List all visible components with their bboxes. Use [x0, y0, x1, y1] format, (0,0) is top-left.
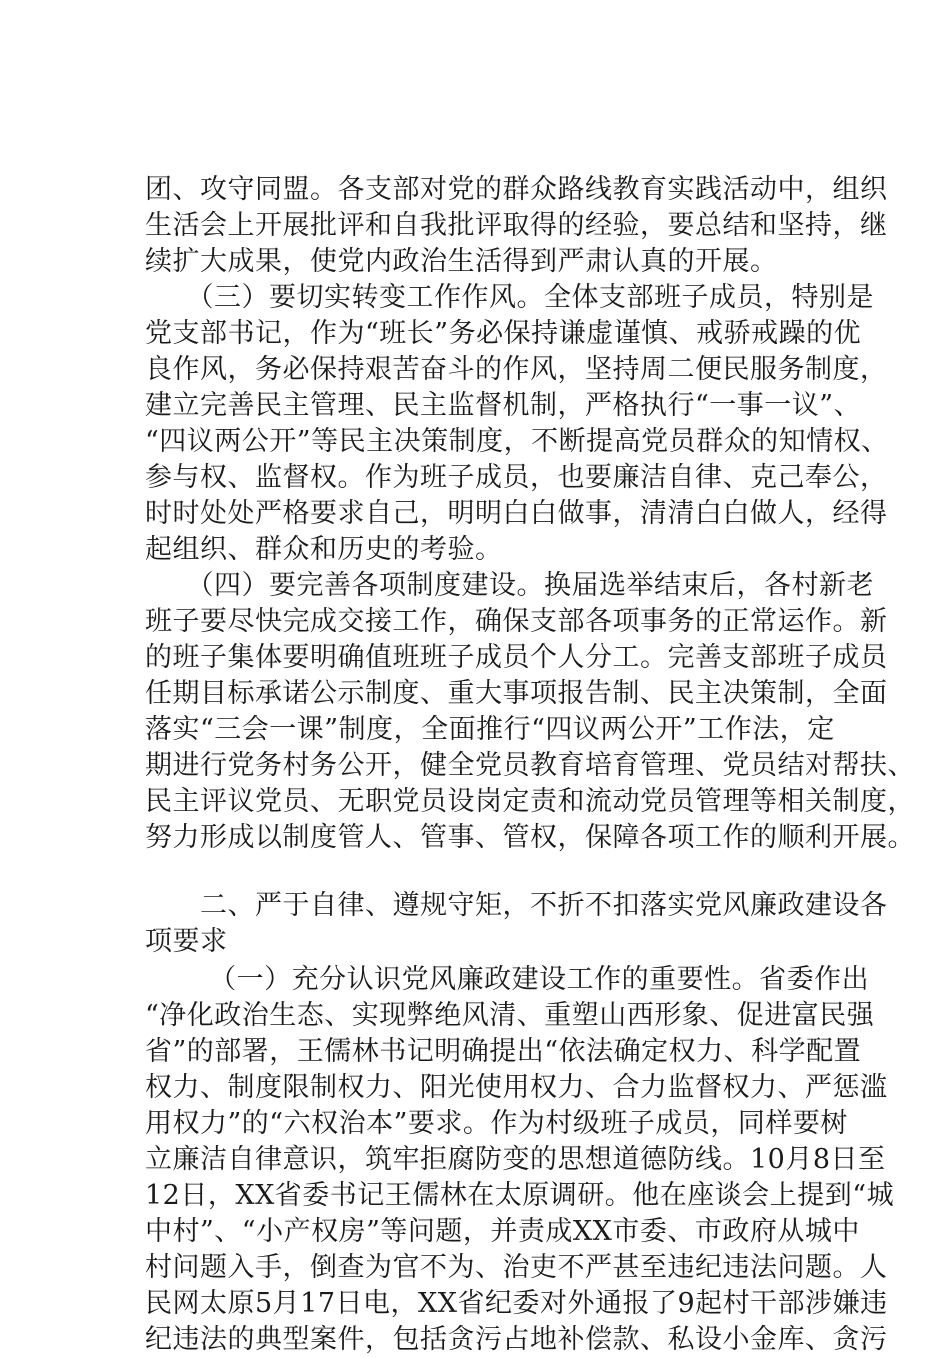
text-line: 期进行党务村务公开，健全党员教育培育管理、党员结对帮扶、	[145, 750, 915, 781]
text-line: 生活会上开展批评和自我批评取得的经验，要总结和坚持，继	[145, 210, 888, 241]
text-line: （一）充分认识党风廉政建设工作的重要性。省委作出	[145, 964, 870, 995]
section-heading-line: 项要求	[145, 926, 228, 957]
text-line: 用权力”的“六权治本”要求。作为村级班子成员，同样要树	[145, 1108, 848, 1139]
text-line: 纪违法的典型案件，包括贪污占地补偿款、私设小金库、贪污	[145, 1324, 888, 1355]
text-line: 续扩大成果，使党内政治生活得到严肃认真的开展。	[145, 246, 778, 277]
text-line: 班子要尽快完成交接工作，确保支部各项事务的正常运作。新	[145, 606, 888, 637]
text-line: 中村”、“小产权房”等问题，并责成XX市委、市政府从城中	[145, 1216, 860, 1247]
text-line: 起组织、群众和历史的考验。	[145, 534, 503, 565]
text-line: 落实“三会一课”制度，全面推行“四议两公开”工作法，定	[145, 714, 835, 745]
text-line: “四议两公开”等民主决策制度，不断提高党员群众的知情权、	[145, 426, 889, 457]
section-heading-line: 二、严于自律、遵规守矩，不折不扣落实党风廉政建设各	[145, 890, 888, 921]
text-line: 的班子集体要明确值班班子成员个人分工。完善支部班子成员	[145, 642, 888, 673]
text-line: 省”的部署，王儒林书记明确提出“依法确定权力、科学配置	[145, 1036, 862, 1067]
text-line: 党支部书记，作为“班长”务必保持谦虚谨慎、戒骄戒躁的优	[145, 318, 862, 349]
text-line: 12日，XX省委书记王儒林在太原调研。他在座谈会上提到“城	[145, 1180, 895, 1211]
text-line: 村问题入手，倒查为官不为、治吏不严甚至违纪违法问题。人	[145, 1252, 888, 1283]
text-line: （三）要切实转变工作作风。全体支部班子成员，特别是	[145, 282, 874, 313]
text-line: （四）要完善各项制度建设。换届选举结束后，各村新老	[145, 570, 874, 601]
text-line: 立廉洁自律意识，筑牢拒腐防变的思想道德防线。10月8日至	[145, 1144, 886, 1175]
text-line: 良作风，务必保持艰苦奋斗的作风，坚持周二便民服务制度，	[145, 354, 888, 385]
text-line: 努力形成以制度管人、管事、管权，保障各项工作的顺利开展。	[145, 822, 915, 853]
text-line: 权力、制度限制权力、阳光使用权力、合力监督权力、严惩滥	[145, 1072, 888, 1103]
text-line: “净化政治生态、实现弊绝风清、重塑山西形象、促进富民强	[145, 1000, 875, 1031]
text-line: 民主评议党员、无职党员设岗定责和流动党员管理等相关制度，	[145, 786, 915, 817]
text-line: 时时处处严格要求自己，明明白白做事，清清白白做人，经得	[145, 498, 888, 529]
text-line: 建立完善民主管理、民主监督机制，严格执行“一事一议”、	[145, 390, 862, 421]
text-line: 团、攻守同盟。各支部对党的群众路线教育实践活动中，组织	[145, 174, 888, 205]
text-line: 参与权、监督权。作为班子成员，也要廉洁自律、克己奉公，	[145, 462, 888, 493]
text-line: 民网太原5月17日电，XX省纪委对外通报了9起村干部涉嫌违	[145, 1288, 888, 1319]
text-line: 任期目标承诺公示制度、重大事项报告制、民主决策制，全面	[145, 678, 888, 709]
